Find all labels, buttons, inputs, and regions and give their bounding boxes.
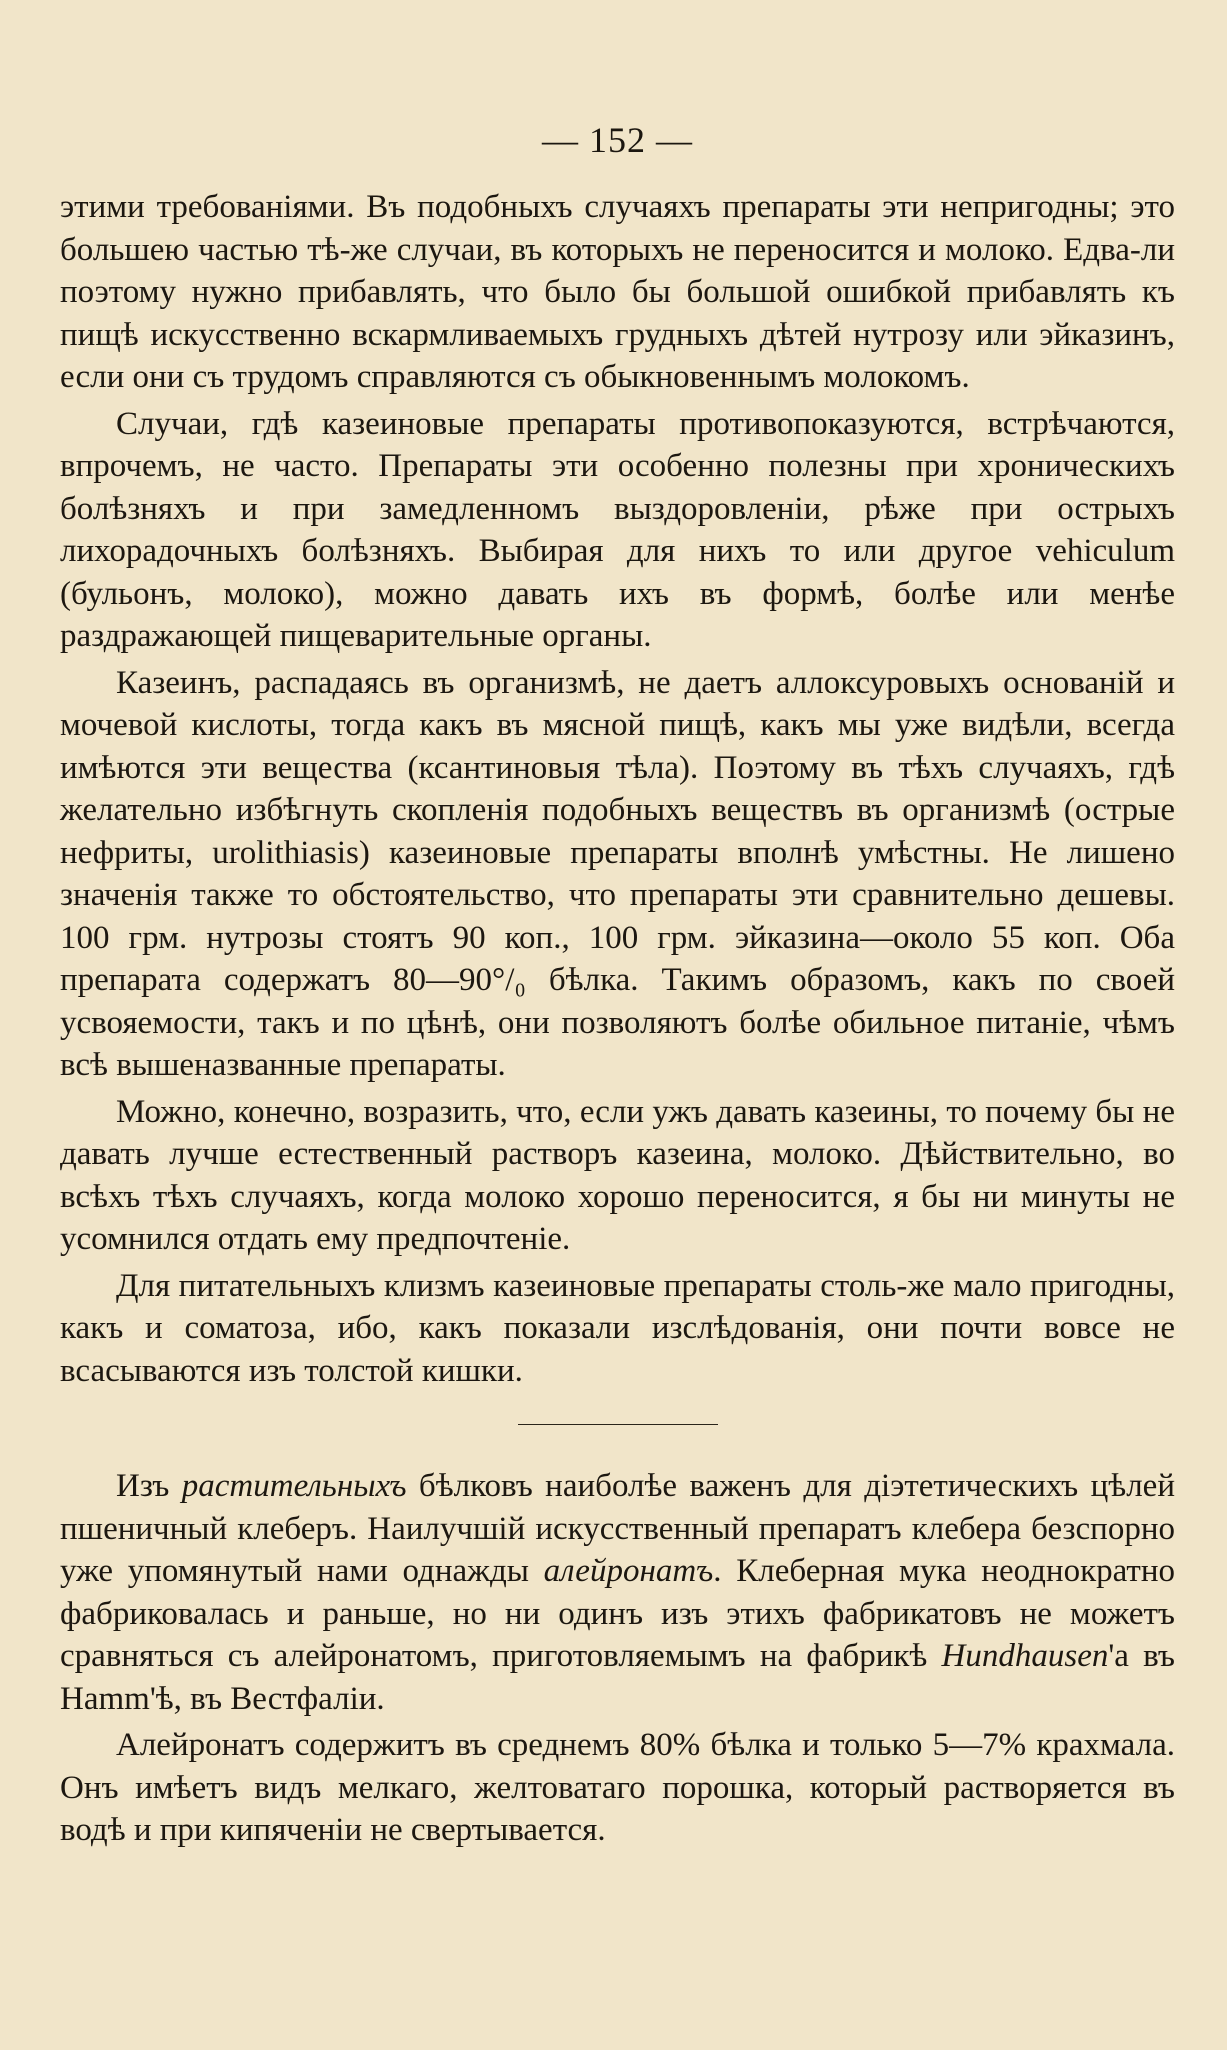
paragraph-vegetable-proteins — [60, 1465, 1175, 1720]
paragraph-milk-preference: Можно, конечно, возразить, что, если ужъ давать казеины, то почему бы не давать лучше естественный растворъ казеина, молоко. Дѣйствительно, во всѣхъ тѣхъ случаяхъ, когда молоко хорошо переносится, я бы ни минуты не усомнился отдать ему предпочтеніе. — [60, 1093, 1175, 1257]
text-run: Изъ — [116, 1468, 182, 1504]
text-run: бѣлковъ наиболѣе важенъ для діэтетическихъ цѣлей пшеничный клеберъ. Наилучшій искусственный препаратъ клебера безспорно уже упомянутый нами однажды — [60, 1468, 1175, 1589]
paragraph-continuation: этими требованіями. Въ подобныхъ случаяхъ препараты эти непригодны; это большею частью тѣ-же случаи, въ которыхъ не переносится и молоко. Едва-ли поэтому нужно прибавлять, что было бы большой ошибкой прибавлять къ пищѣ искусственно вскармливаемыхъ грудныхъ дѣтей нутрозу или эйказинъ, если они съ трудомъ справляются съ обыкновеннымъ молокомъ. — [60, 189, 1175, 395]
paragraph-casein-metabolism: Казеинъ, распадаясь въ организмѣ, не даетъ аллоксуровыхъ основаній и мочевой кислоты, тогда какъ въ мясной пищѣ, какъ мы уже видѣли, всегда имѣются эти вещества (ксантиновыя тѣла). Поэтому въ тѣхъ случаяхъ, гдѣ желательно избѣгнуть скопленія подобныхъ веществъ въ организмѣ (острые нефриты, urolithiasis) казеиновые препараты вполнѣ умѣстны. Не лишено значенія также то обстоятельство, что препараты эти сравнительно дешевы. 100 грм. нутрозы стоятъ 90 коп., 100 грм. эйказина—около 55 коп. Оба препарата содержатъ 80—90°/₀ бѣлка. Такимъ образомъ, какъ по своей усвояемости, такъ и по цѣнѣ, они позволяютъ болѣе обильное питаніе, чѣмъ всѣ вышеназванные препараты. — [60, 664, 1175, 1083]
paragraph-contraindications: Случаи, гдѣ казеиновые препараты противопоказуются, встрѣчаются, впрочемъ, не часто. Препараты эти особенно полезны при хроническихъ болѣзняхъ и при замедленномъ выздоровленіи, рѣже при острыхъ лихорадочныхъ болѣзняхъ. Выбирая для нихъ то или другое vehiculum (бульонъ, молоко), можно давать ихъ въ формѣ, болѣе или менѣе раздражающей пищеварительные органы. — [60, 405, 1175, 654]
paragraph-aleuronat-composition: Алейронатъ содержитъ въ среднемъ 80% бѣлка и только 5—7% крахмала. Онъ имѣетъ видъ мелкаго, желтоватаго порошка, который растворяется въ водѣ и при кипяченіи не свертывается. — [60, 1727, 1175, 1848]
text-run: 'а въ Hamm'ѣ, въ Вестфаліи. — [60, 1638, 1175, 1717]
emphasis-aleuronat: алейронатъ — [543, 1553, 714, 1589]
document-page — [60, 120, 1175, 1852]
paragraph-nutrient-enemas: Для питательныхъ клизмъ казеиновые препараты столь-же мало пригодны, какъ и соматоза, ибо, какъ показали изслѣдованія, они почти вовсе не всасываются изъ толстой кишки. — [60, 1267, 1175, 1389]
emphasis-vegetable: растительныхъ — [181, 1468, 407, 1504]
page-number: — 152 — — [542, 120, 693, 160]
section-divider — [518, 1424, 718, 1425]
emphasis-manufacturer: Hundhausen — [941, 1638, 1109, 1674]
text-run: . Клеберная мука неоднократно фабриковалась и раньше, но ни одинъ изъ этихъ фабрикатовъ не можетъ сравняться съ алейронатомъ, приготовляемымъ на фабрикѣ — [60, 1553, 1175, 1674]
